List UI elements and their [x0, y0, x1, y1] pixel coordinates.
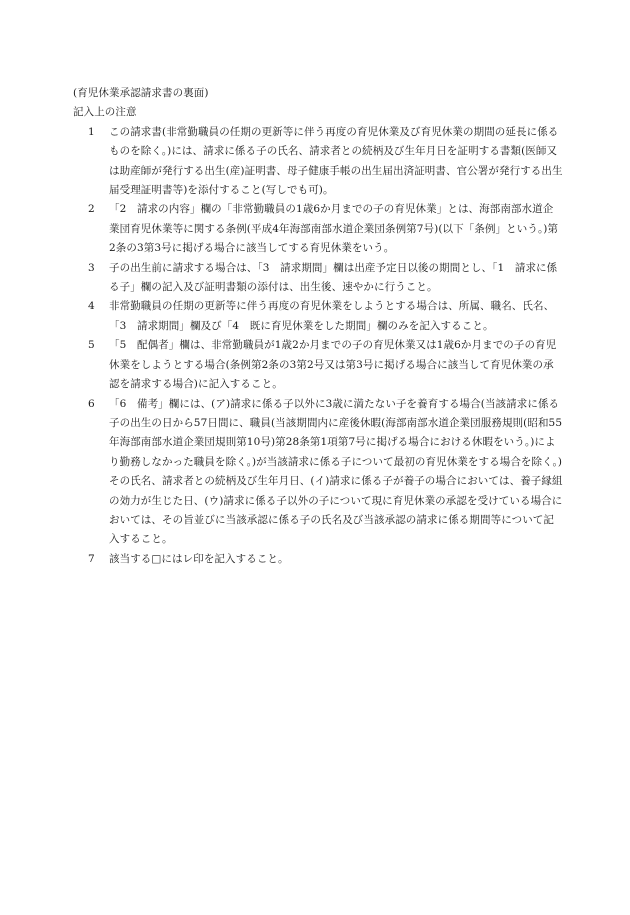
- document-page: [73, 84, 563, 569]
- note-number: 6: [88, 397, 95, 410]
- note-number: 3: [88, 261, 95, 274]
- note-number: 7: [88, 552, 95, 565]
- note-text: 子の出生前に請求する場合は、「3 請求期間」欄は出産予定日以後の期間とし、「1 請求に係る子」欄の記入及び証明書類の添付は、出生後、速やかに行うこと。: [109, 261, 558, 294]
- note-text: 該当する□にはレ印を記入すること。: [109, 552, 289, 565]
- section-heading: 記入上の注意: [73, 106, 137, 119]
- note-item: [73, 297, 563, 336]
- note-text: この請求書(非常勤職員の任期の更新等に伴う再度の育児休業及び育児休業の期間の延長に係るものを除く。)には、請求に係る子の氏名、請求者との続柄及び生年月日を証明する書類(医師又は助産師が発行する出生(産)証明書、母子健康手帳の出生届出済証明書、官公署が発行する出生届受理証明書等)を添付すること(写しでも可)。: [109, 125, 563, 197]
- note-number: 2: [88, 203, 95, 216]
- note-item: [73, 395, 563, 550]
- note-number: 1: [88, 125, 95, 138]
- note-number: 4: [88, 300, 95, 313]
- note-item: [73, 259, 563, 298]
- note-text: 「6 備考」欄には、(ア)請求に係る子以外に3歳に満たない子を養育する場合(当該請求に係る子の出生の日から57日間に、職員(当該期間内に産後休暇(海部南部水道企業団服務規則(昭和55年海部南部水道企業団規則第10号)第28条第1項第7号に掲げる場合における休暇をいう。)により勤務しなかった職員を除く。)が当該請求に係る子について最初の育児休業をする場合を除く。)その氏名、請求者との続柄及び生年月日、(イ)請求に係る子が養子の場合においては、養子縁組の効力が生じた日、(ウ)請求に係る子以外の子について現に育児休業の承認を受けている場合においては、その旨並びに当該承認に係る子の氏名及び当該承認の請求に係る期間等について記入すること。: [109, 397, 563, 546]
- note-item: [73, 550, 563, 569]
- note-item: [73, 336, 563, 394]
- note-item: [73, 123, 563, 201]
- note-item: [73, 200, 563, 258]
- note-number: 5: [88, 339, 95, 352]
- note-text: 非常勤職員の任期の更新等に伴う再度の育児休業をしようとする場合は、所属、職名、氏名、「3 請求期間」欄及び「4 既に育児休業をした期間」欄のみを記入すること。: [109, 300, 555, 332]
- notes-list: [73, 123, 563, 569]
- note-text: 「2 請求の内容」欄の「非常勤職員の1歳6か月までの子の育児休業」とは、海部南部水道企業団育児休業等に関する条例(平成4年海部南部水道企業団条例第7号)(以下「条例」という。)第2条の3第3号に掲げる場合に該当してする育児休業をいう。: [109, 203, 559, 255]
- note-text: 「5 配偶者」欄は、非常勤職員が1歳2か月までの子の育児休業又は1歳6か月までの子の育児休業をしようとする場合(条例第2条の3第2号又は第3号に掲げる場合に該当して育児休業の承認を請求する場合)に記入すること。: [109, 339, 557, 391]
- document-title: (育児休業承認請求書の裏面): [73, 87, 209, 99]
